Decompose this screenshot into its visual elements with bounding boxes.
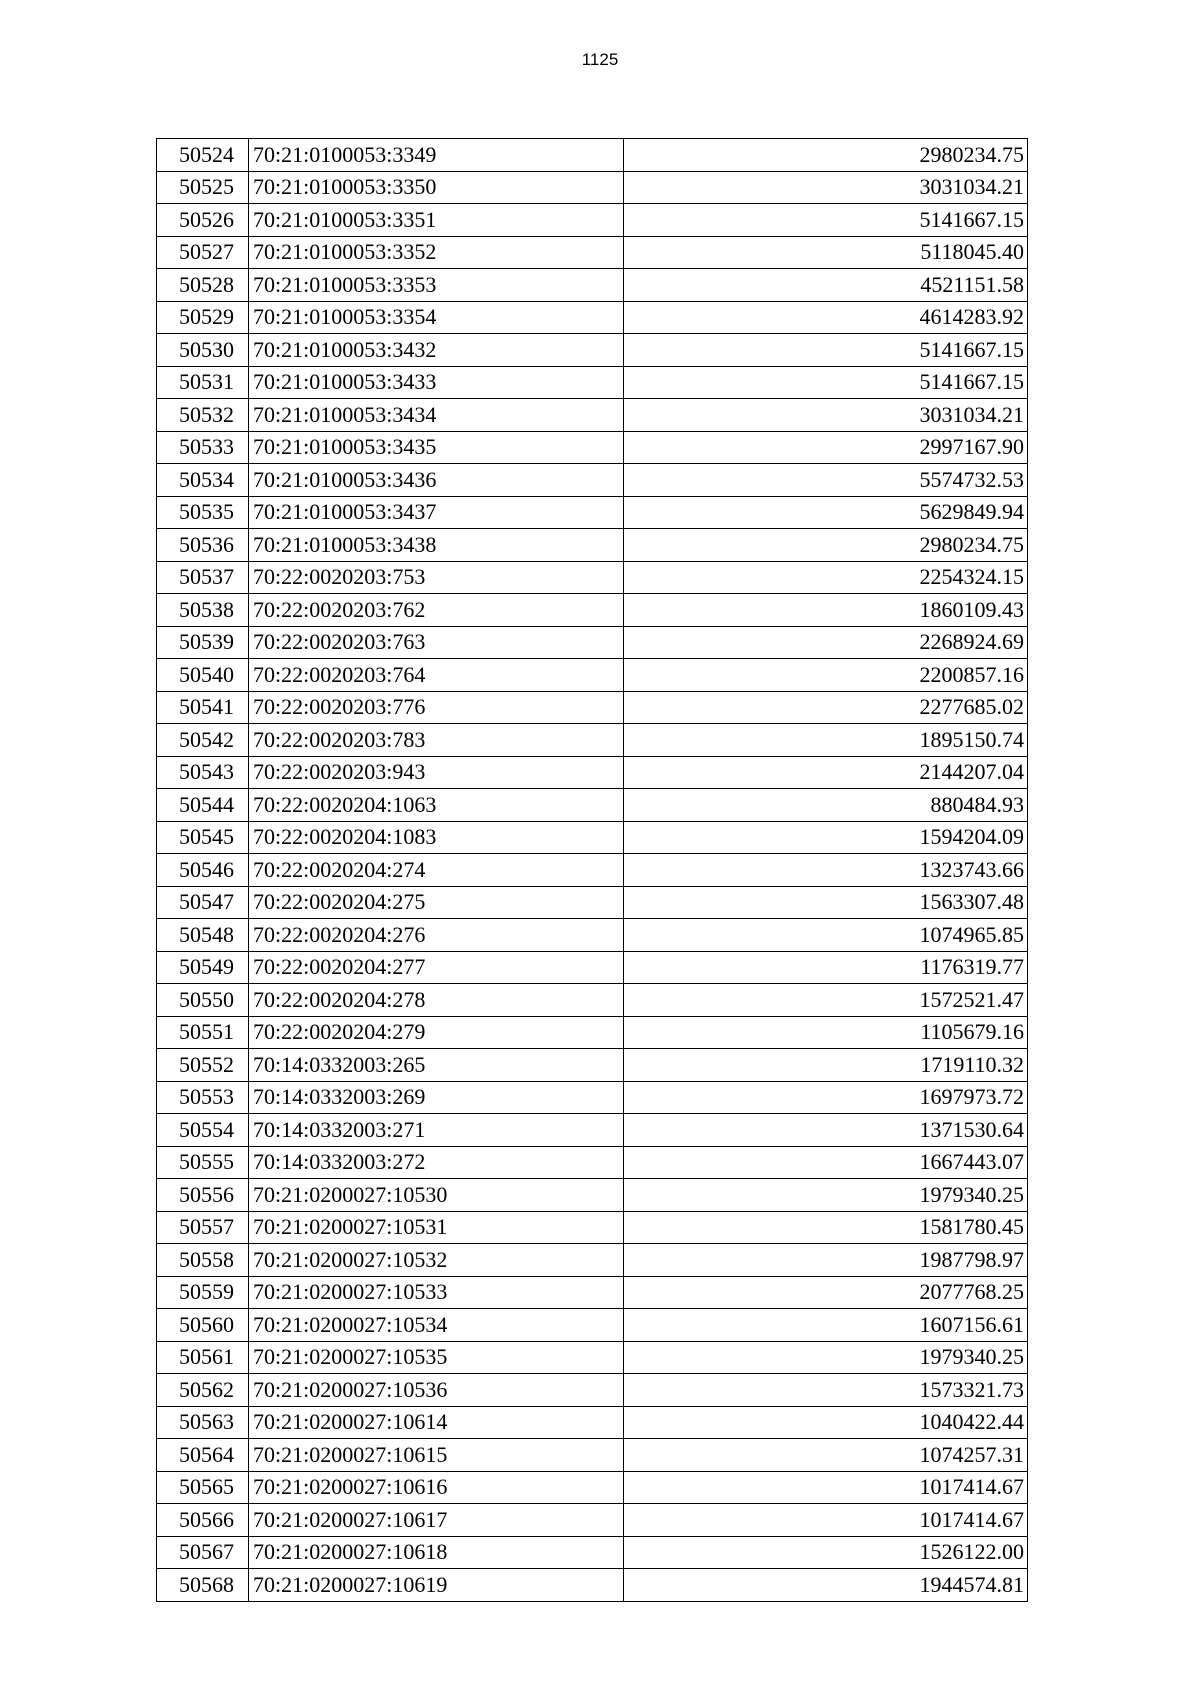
row-number-cell: 50550 bbox=[157, 984, 249, 1017]
table-row bbox=[157, 1114, 1028, 1147]
cadastral-number-cell: 70:21:0200027:10531 bbox=[249, 1211, 624, 1244]
cadastral-value-table bbox=[156, 138, 1028, 1602]
table-row bbox=[157, 854, 1028, 887]
page-number: 1125 bbox=[581, 50, 619, 69]
value-cell: 1987798.97 bbox=[624, 1244, 1028, 1277]
cadastral-number-cell: 70:14:0332003:269 bbox=[249, 1081, 624, 1114]
table-row bbox=[157, 1309, 1028, 1342]
value-cell: 1105679.16 bbox=[624, 1016, 1028, 1049]
cadastral-number-cell: 70:21:0100053:3438 bbox=[249, 529, 624, 562]
table-row bbox=[157, 1471, 1028, 1504]
value-cell: 2077768.25 bbox=[624, 1276, 1028, 1309]
table-row bbox=[157, 1406, 1028, 1439]
value-cell: 2997167.90 bbox=[624, 431, 1028, 464]
value-cell: 5141667.15 bbox=[624, 366, 1028, 399]
row-number-cell: 50548 bbox=[157, 919, 249, 952]
row-number-cell: 50524 bbox=[157, 139, 249, 172]
cadastral-number-cell: 70:22:0020204:1063 bbox=[249, 789, 624, 822]
cadastral-number-cell: 70:21:0200027:10530 bbox=[249, 1179, 624, 1212]
table-row bbox=[157, 1341, 1028, 1374]
cadastral-number-cell: 70:21:0200027:10536 bbox=[249, 1374, 624, 1407]
table-row bbox=[157, 496, 1028, 529]
row-number-cell: 50553 bbox=[157, 1081, 249, 1114]
row-number-cell: 50557 bbox=[157, 1211, 249, 1244]
row-number-cell: 50530 bbox=[157, 334, 249, 367]
value-cell: 3031034.21 bbox=[624, 399, 1028, 432]
table-row bbox=[157, 529, 1028, 562]
row-number-cell: 50568 bbox=[157, 1569, 249, 1602]
table-row bbox=[157, 1049, 1028, 1082]
value-cell: 2254324.15 bbox=[624, 561, 1028, 594]
table-row bbox=[157, 1016, 1028, 1049]
table-row bbox=[157, 1536, 1028, 1569]
cadastral-number-cell: 70:14:0332003:265 bbox=[249, 1049, 624, 1082]
row-number-cell: 50542 bbox=[157, 724, 249, 757]
row-number-cell: 50534 bbox=[157, 464, 249, 497]
cadastral-number-cell: 70:21:0200027:10615 bbox=[249, 1439, 624, 1472]
value-cell: 1895150.74 bbox=[624, 724, 1028, 757]
table-row bbox=[157, 789, 1028, 822]
value-cell: 1017414.67 bbox=[624, 1504, 1028, 1537]
table-row bbox=[157, 1276, 1028, 1309]
cadastral-number-cell: 70:22:0020204:276 bbox=[249, 919, 624, 952]
table-row bbox=[157, 659, 1028, 692]
value-cell: 1074965.85 bbox=[624, 919, 1028, 952]
row-number-cell: 50565 bbox=[157, 1471, 249, 1504]
value-cell: 1176319.77 bbox=[624, 951, 1028, 984]
cadastral-number-cell: 70:21:0100053:3353 bbox=[249, 269, 624, 302]
table-row bbox=[157, 984, 1028, 1017]
row-number-cell: 50560 bbox=[157, 1309, 249, 1342]
value-cell: 5141667.15 bbox=[624, 204, 1028, 237]
row-number-cell: 50532 bbox=[157, 399, 249, 432]
table-row bbox=[157, 1179, 1028, 1212]
table-row bbox=[157, 1439, 1028, 1472]
row-number-cell: 50554 bbox=[157, 1114, 249, 1147]
row-number-cell: 50527 bbox=[157, 236, 249, 269]
value-cell: 1526122.00 bbox=[624, 1536, 1028, 1569]
table-row bbox=[157, 1374, 1028, 1407]
cadastral-number-cell: 70:21:0200027:10616 bbox=[249, 1471, 624, 1504]
table-row bbox=[157, 691, 1028, 724]
cadastral-number-cell: 70:21:0200027:10617 bbox=[249, 1504, 624, 1537]
cadastral-number-cell: 70:21:0200027:10534 bbox=[249, 1309, 624, 1342]
cadastral-number-cell: 70:21:0100053:3435 bbox=[249, 431, 624, 464]
table-row bbox=[157, 269, 1028, 302]
row-number-cell: 50558 bbox=[157, 1244, 249, 1277]
cadastral-number-cell: 70:21:0200027:10533 bbox=[249, 1276, 624, 1309]
table-row bbox=[157, 951, 1028, 984]
value-cell: 1979340.25 bbox=[624, 1179, 1028, 1212]
row-number-cell: 50567 bbox=[157, 1536, 249, 1569]
cadastral-number-cell: 70:21:0100053:3349 bbox=[249, 139, 624, 172]
table-row bbox=[157, 399, 1028, 432]
table-row bbox=[157, 1081, 1028, 1114]
cadastral-number-cell: 70:22:0020204:278 bbox=[249, 984, 624, 1017]
row-number-cell: 50531 bbox=[157, 366, 249, 399]
value-cell: 2144207.04 bbox=[624, 756, 1028, 789]
cadastral-number-cell: 70:22:0020203:776 bbox=[249, 691, 624, 724]
value-cell: 1371530.64 bbox=[624, 1114, 1028, 1147]
value-cell: 1607156.61 bbox=[624, 1309, 1028, 1342]
row-number-cell: 50561 bbox=[157, 1341, 249, 1374]
value-cell: 2268924.69 bbox=[624, 626, 1028, 659]
row-number-cell: 50526 bbox=[157, 204, 249, 237]
table-row bbox=[157, 919, 1028, 952]
row-number-cell: 50552 bbox=[157, 1049, 249, 1082]
table-row bbox=[157, 236, 1028, 269]
value-cell: 2277685.02 bbox=[624, 691, 1028, 724]
value-cell: 1040422.44 bbox=[624, 1406, 1028, 1439]
value-cell: 2200857.16 bbox=[624, 659, 1028, 692]
table-row bbox=[157, 1244, 1028, 1277]
table-row bbox=[157, 594, 1028, 627]
row-number-cell: 50539 bbox=[157, 626, 249, 659]
table-row bbox=[157, 139, 1028, 172]
row-number-cell: 50543 bbox=[157, 756, 249, 789]
value-cell: 1563307.48 bbox=[624, 886, 1028, 919]
cadastral-number-cell: 70:22:0020204:277 bbox=[249, 951, 624, 984]
row-number-cell: 50529 bbox=[157, 301, 249, 334]
cadastral-number-cell: 70:21:0100053:3436 bbox=[249, 464, 624, 497]
value-cell: 1667443.07 bbox=[624, 1146, 1028, 1179]
cadastral-number-cell: 70:22:0020203:943 bbox=[249, 756, 624, 789]
value-cell: 1581780.45 bbox=[624, 1211, 1028, 1244]
cadastral-number-cell: 70:21:0200027:10614 bbox=[249, 1406, 624, 1439]
value-cell: 1323743.66 bbox=[624, 854, 1028, 887]
value-cell: 5574732.53 bbox=[624, 464, 1028, 497]
row-number-cell: 50533 bbox=[157, 431, 249, 464]
value-cell: 5141667.15 bbox=[624, 334, 1028, 367]
cadastral-number-cell: 70:22:0020203:763 bbox=[249, 626, 624, 659]
cadastral-number-cell: 70:22:0020203:783 bbox=[249, 724, 624, 757]
table-row bbox=[157, 886, 1028, 919]
value-cell: 1979340.25 bbox=[624, 1341, 1028, 1374]
cadastral-number-cell: 70:21:0200027:10618 bbox=[249, 1536, 624, 1569]
row-number-cell: 50549 bbox=[157, 951, 249, 984]
row-number-cell: 50566 bbox=[157, 1504, 249, 1537]
row-number-cell: 50541 bbox=[157, 691, 249, 724]
row-number-cell: 50540 bbox=[157, 659, 249, 692]
table-row bbox=[157, 464, 1028, 497]
value-cell: 4521151.58 bbox=[624, 269, 1028, 302]
row-number-cell: 50525 bbox=[157, 171, 249, 204]
cadastral-number-cell: 70:21:0100053:3350 bbox=[249, 171, 624, 204]
value-cell: 1860109.43 bbox=[624, 594, 1028, 627]
table-row bbox=[157, 366, 1028, 399]
cadastral-number-cell: 70:14:0332003:271 bbox=[249, 1114, 624, 1147]
value-cell: 5629849.94 bbox=[624, 496, 1028, 529]
table-row bbox=[157, 1504, 1028, 1537]
cadastral-number-cell: 70:22:0020204:1083 bbox=[249, 821, 624, 854]
row-number-cell: 50559 bbox=[157, 1276, 249, 1309]
table-row bbox=[157, 1211, 1028, 1244]
cadastral-number-cell: 70:21:0100053:3433 bbox=[249, 366, 624, 399]
value-cell: 1572521.47 bbox=[624, 984, 1028, 1017]
cadastral-number-cell: 70:21:0200027:10535 bbox=[249, 1341, 624, 1374]
table-row bbox=[157, 821, 1028, 854]
cadastral-number-cell: 70:21:0100053:3432 bbox=[249, 334, 624, 367]
table-row bbox=[157, 431, 1028, 464]
cadastral-number-cell: 70:21:0200027:10619 bbox=[249, 1569, 624, 1602]
table-row bbox=[157, 724, 1028, 757]
row-number-cell: 50537 bbox=[157, 561, 249, 594]
table-row bbox=[157, 1569, 1028, 1602]
table-row bbox=[157, 171, 1028, 204]
table-row bbox=[157, 301, 1028, 334]
row-number-cell: 50564 bbox=[157, 1439, 249, 1472]
row-number-cell: 50528 bbox=[157, 269, 249, 302]
value-cell: 5118045.40 bbox=[624, 236, 1028, 269]
row-number-cell: 50555 bbox=[157, 1146, 249, 1179]
cadastral-number-cell: 70:22:0020204:275 bbox=[249, 886, 624, 919]
cadastral-number-cell: 70:21:0100053:3434 bbox=[249, 399, 624, 432]
table-row bbox=[157, 1146, 1028, 1179]
cadastral-number-cell: 70:21:0200027:10532 bbox=[249, 1244, 624, 1277]
row-number-cell: 50538 bbox=[157, 594, 249, 627]
table-row bbox=[157, 204, 1028, 237]
table-row bbox=[157, 561, 1028, 594]
table-row bbox=[157, 626, 1028, 659]
row-number-cell: 50545 bbox=[157, 821, 249, 854]
row-number-cell: 50544 bbox=[157, 789, 249, 822]
value-cell: 880484.93 bbox=[624, 789, 1028, 822]
cadastral-number-cell: 70:21:0100053:3354 bbox=[249, 301, 624, 334]
row-number-cell: 50536 bbox=[157, 529, 249, 562]
value-cell: 2980234.75 bbox=[624, 139, 1028, 172]
value-cell: 4614283.92 bbox=[624, 301, 1028, 334]
row-number-cell: 50556 bbox=[157, 1179, 249, 1212]
value-cell: 2980234.75 bbox=[624, 529, 1028, 562]
row-number-cell: 50563 bbox=[157, 1406, 249, 1439]
cadastral-number-cell: 70:21:0100053:3352 bbox=[249, 236, 624, 269]
cadastral-number-cell: 70:22:0020204:279 bbox=[249, 1016, 624, 1049]
value-cell: 1944574.81 bbox=[624, 1569, 1028, 1602]
row-number-cell: 50551 bbox=[157, 1016, 249, 1049]
row-number-cell: 50546 bbox=[157, 854, 249, 887]
value-cell: 1017414.67 bbox=[624, 1471, 1028, 1504]
table-body bbox=[157, 139, 1028, 1602]
value-cell: 1573321.73 bbox=[624, 1374, 1028, 1407]
cadastral-number-cell: 70:22:0020203:762 bbox=[249, 594, 624, 627]
row-number-cell: 50562 bbox=[157, 1374, 249, 1407]
value-cell: 1719110.32 bbox=[624, 1049, 1028, 1082]
value-cell: 1074257.31 bbox=[624, 1439, 1028, 1472]
table-row bbox=[157, 756, 1028, 789]
value-cell: 3031034.21 bbox=[624, 171, 1028, 204]
value-cell: 1594204.09 bbox=[624, 821, 1028, 854]
cadastral-number-cell: 70:22:0020203:764 bbox=[249, 659, 624, 692]
cadastral-number-cell: 70:22:0020203:753 bbox=[249, 561, 624, 594]
value-cell: 1697973.72 bbox=[624, 1081, 1028, 1114]
cadastral-number-cell: 70:21:0100053:3351 bbox=[249, 204, 624, 237]
cadastral-number-cell: 70:22:0020204:274 bbox=[249, 854, 624, 887]
cadastral-number-cell: 70:21:0100053:3437 bbox=[249, 496, 624, 529]
table-row bbox=[157, 334, 1028, 367]
cadastral-number-cell: 70:14:0332003:272 bbox=[249, 1146, 624, 1179]
row-number-cell: 50535 bbox=[157, 496, 249, 529]
row-number-cell: 50547 bbox=[157, 886, 249, 919]
